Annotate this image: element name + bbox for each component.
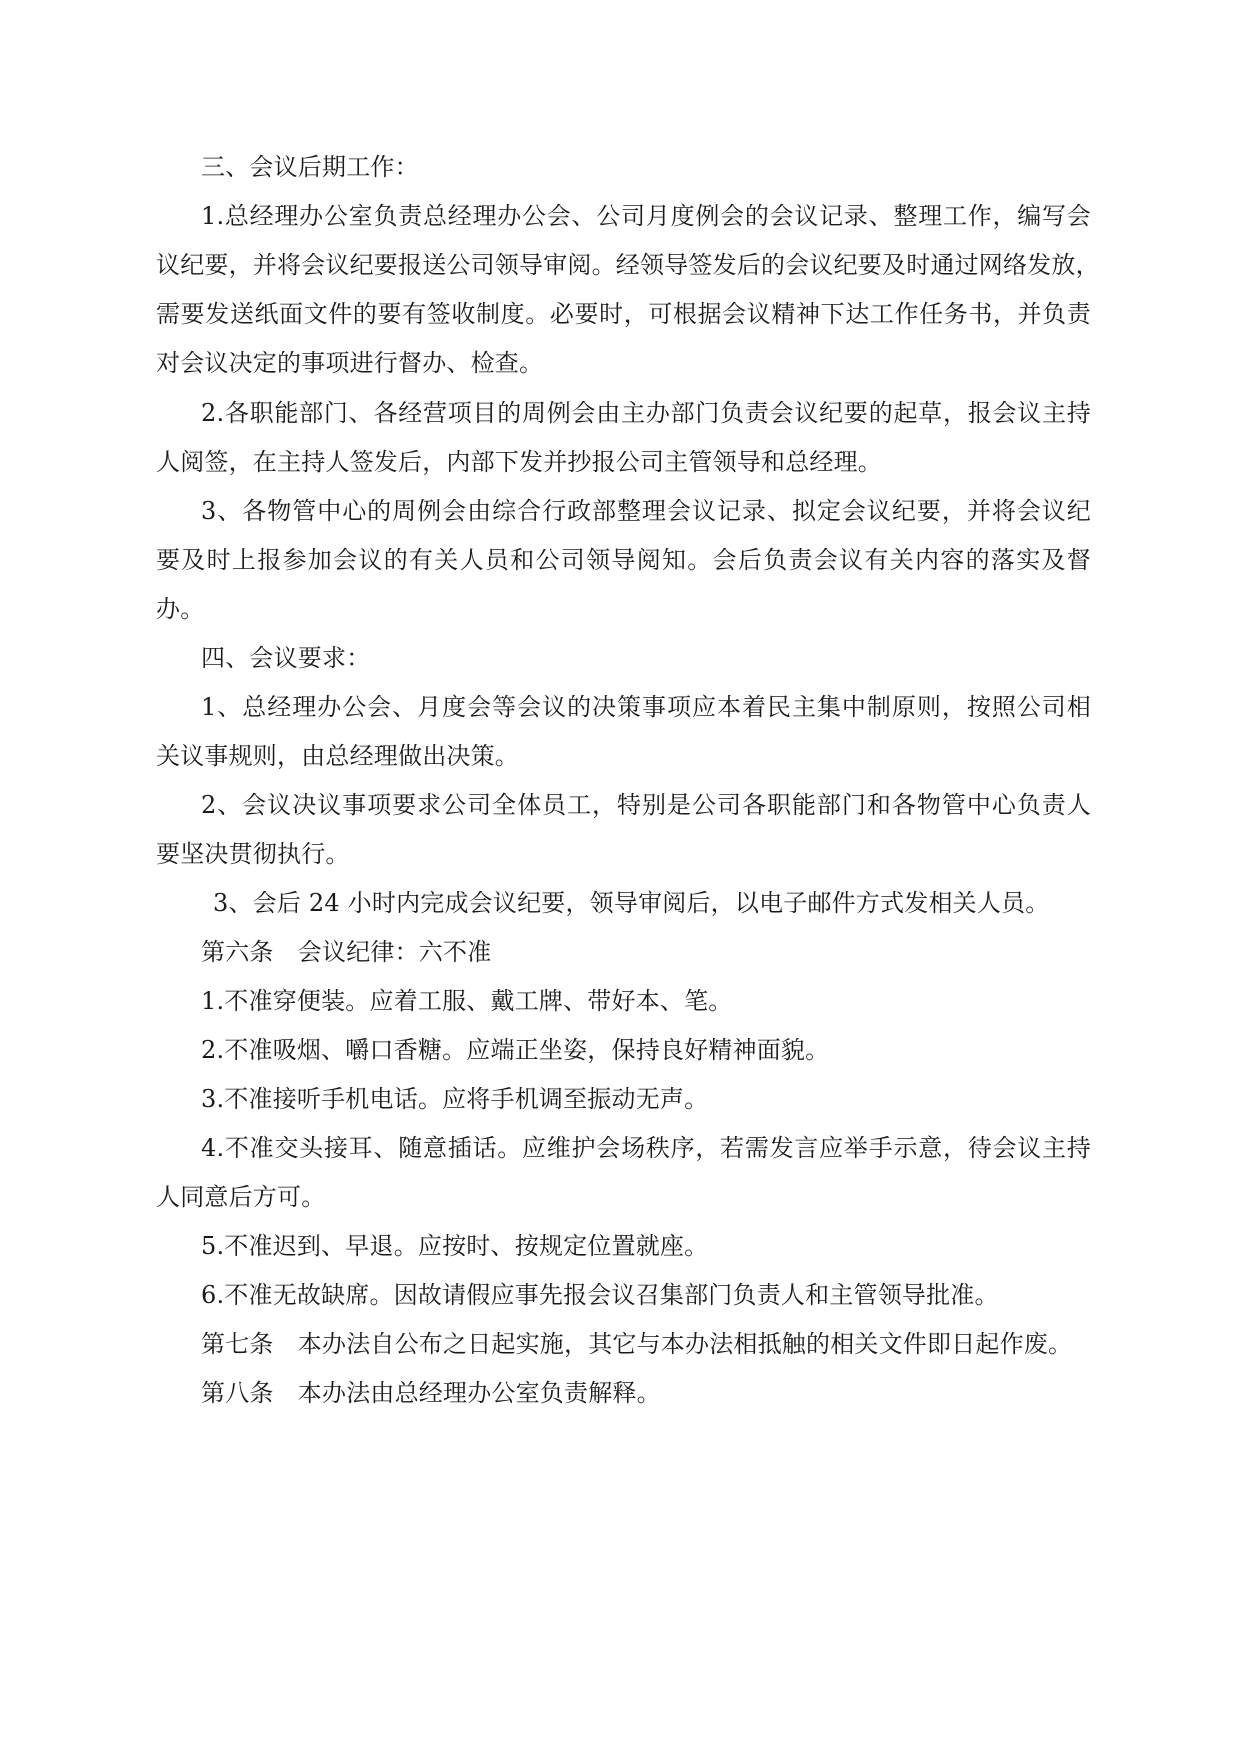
article6-heading: 第六条 会议纪律：六不准 bbox=[201, 938, 492, 966]
section3-item2-line1: 2.各职能部门、各经营项目的周例会由主办部门负责会议纪要的起草，报会议主持 bbox=[201, 399, 1091, 427]
section4-item1-line1: 1、总经理办公会、月度会等会议的决策事项应本着民主集中制原则，按照公司相 bbox=[201, 693, 1091, 721]
section4-item2-line2: 要坚决贯彻执行。 bbox=[156, 840, 350, 868]
section3-item3-line1: 3、各物管中心的周例会由综合行政部整理会议记录、拟定会议纪要，并将会议纪 bbox=[201, 497, 1091, 525]
article6-rule-4-line1: 4.不准交头接耳、随意插话。应维护会场秩序，若需发言应举手示意，待会议主持 bbox=[201, 1134, 1091, 1162]
section3-item3-line3: 办。 bbox=[156, 595, 205, 623]
section4-item1-line2: 关议事规则，由总经理做出决策。 bbox=[156, 742, 519, 770]
section3-item1-line3: 需要发送纸面文件的要有签收制度。必要时，可根据会议精神下达工作任务书，并负责 bbox=[156, 300, 1091, 328]
article8: 第八条 本办法由总经理办公室负责解释。 bbox=[201, 1379, 661, 1407]
article6-rule-4-line2: 人同意后方可。 bbox=[156, 1183, 326, 1211]
section3-heading: 三、会议后期工作： bbox=[201, 153, 419, 181]
article6-rule-1: 1.不准穿便装。应着工服、戴工牌、带好本、笔。 bbox=[201, 987, 733, 1015]
article6-rule-6: 6.不准无故缺席。因故请假应事先报会议召集部门负责人和主管领导批准。 bbox=[201, 1281, 999, 1309]
section3-item1-line1: 1.总经理办公室负责总经理办公会、公司月度例会的会议记录、整理工作，编写会 bbox=[201, 202, 1091, 230]
article6-rule-3: 3.不准接听手机电话。应将手机调至振动无声。 bbox=[201, 1085, 709, 1113]
article7: 第七条 本办法自公布之日起实施，其它与本办法相抵触的相关文件即日起作废。 bbox=[201, 1330, 1073, 1358]
section3-item3-line2: 要及时上报参加会议的有关人员和公司领导阅知。会后负责会议有关内容的落实及督 bbox=[156, 546, 1091, 574]
article6-rule-5: 5.不准迟到、早退。应按时、按规定位置就座。 bbox=[201, 1232, 709, 1260]
section4-item2-line1: 2、会议决议事项要求公司全体员工，特别是公司各职能部门和各物管中心负责人 bbox=[201, 791, 1091, 819]
article6-rule-2: 2.不准吸烟、嚼口香糖。应端正坐姿，保持良好精神面貌。 bbox=[201, 1036, 830, 1064]
section3-item1-line4: 对会议决定的事项进行督办、检查。 bbox=[156, 349, 544, 377]
section4-item3: 3、会后 24 小时内完成会议纪要，领导审阅后，以电子邮件方式发相关人员。 bbox=[213, 889, 1050, 917]
section4-heading: 四、会议要求： bbox=[201, 644, 371, 672]
section3-item2-line2: 人阅签，在主持人签发后，内部下发并抄报公司主管领导和总经理。 bbox=[156, 448, 882, 476]
section3-item1-line2: 议纪要，并将会议纪要报送公司领导审阅。经领导签发后的会议纪要及时通过网络发放， bbox=[156, 251, 1100, 279]
